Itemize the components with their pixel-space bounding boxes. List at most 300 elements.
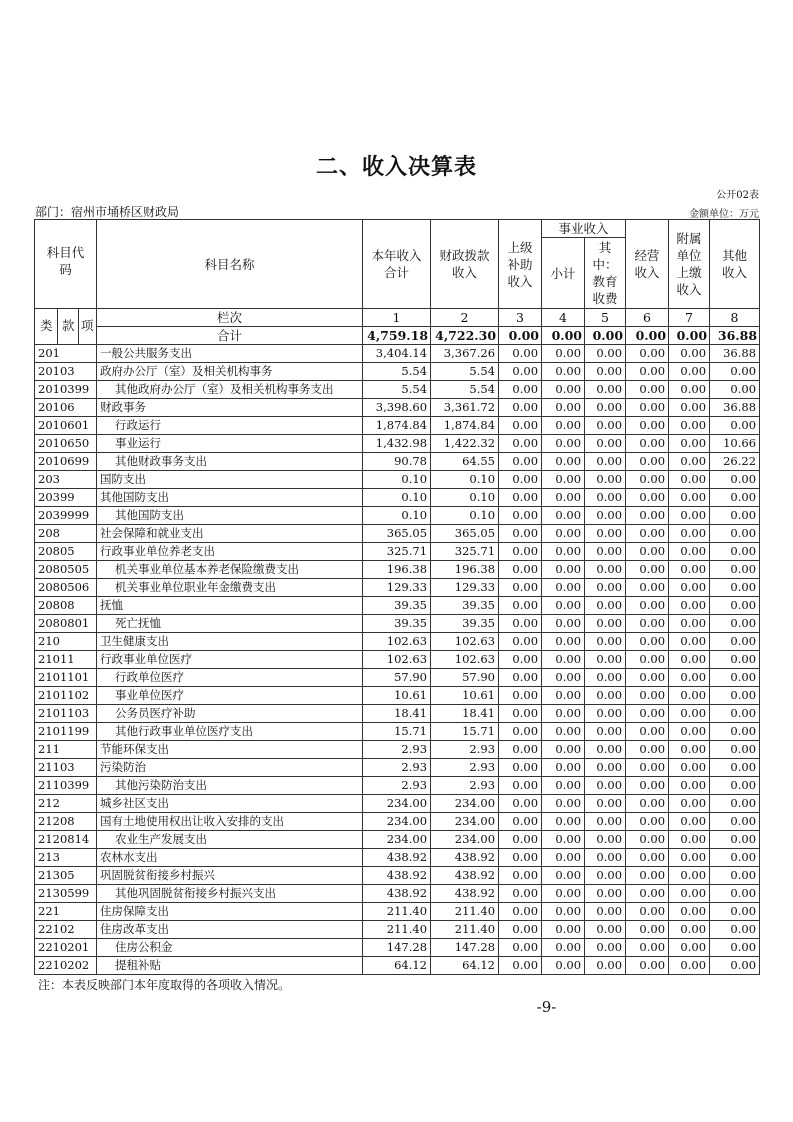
row-value: 0.00: [542, 651, 585, 669]
row-value: 0.00: [499, 489, 542, 507]
row-value: 0.00: [499, 453, 542, 471]
table-row: [35, 885, 760, 903]
table-row: [35, 579, 760, 597]
row-value: 0.00: [710, 507, 760, 525]
row-value: 0.00: [669, 417, 710, 435]
row-value: 0.00: [585, 903, 626, 921]
row-code: 2080801: [35, 615, 97, 633]
row-value: 0.00: [585, 849, 626, 867]
total-value: 0.00: [669, 327, 710, 345]
row-value: 0.00: [585, 651, 626, 669]
row-name: 住房公积金: [97, 939, 363, 957]
row-value: 5.54: [363, 381, 431, 399]
row-code: 2130599: [35, 885, 97, 903]
row-value: 0.00: [585, 435, 626, 453]
row-value: 18.41: [363, 705, 431, 723]
table-row: [35, 489, 760, 507]
row-value: 0.00: [626, 831, 669, 849]
total-value: 36.88: [710, 327, 760, 345]
row-value: 102.63: [431, 633, 499, 651]
row-value: 0.00: [626, 795, 669, 813]
table-row: [35, 399, 760, 417]
row-value: 438.92: [363, 885, 431, 903]
row-value: 0.00: [585, 471, 626, 489]
row-value: 0.00: [542, 615, 585, 633]
row-code: 201: [35, 345, 97, 363]
row-value: 0.00: [585, 795, 626, 813]
row-value: 0.00: [499, 939, 542, 957]
row-name: 其他行政事业单位医疗支出: [97, 723, 363, 741]
col-number: 4: [542, 309, 585, 327]
row-value: 0.00: [542, 885, 585, 903]
row-value: 1,874.84: [363, 417, 431, 435]
row-code: 21011: [35, 651, 97, 669]
row-value: 0.00: [626, 453, 669, 471]
row-value: 64.55: [431, 453, 499, 471]
row-value: 0.00: [626, 399, 669, 417]
row-code: 20399: [35, 489, 97, 507]
row-name: 国防支出: [97, 471, 363, 489]
row-value: 0.00: [499, 597, 542, 615]
row-code: 213: [35, 849, 97, 867]
row-value: 0.00: [710, 417, 760, 435]
row-value: 0.00: [710, 543, 760, 561]
row-code: 2110399: [35, 777, 97, 795]
row-value: 0.00: [669, 759, 710, 777]
row-value: 0.00: [669, 471, 710, 489]
row-name: 其他政府办公厅（室）及相关机构事务支出: [97, 381, 363, 399]
row-value: 0.00: [626, 615, 669, 633]
row-value: 0.00: [499, 525, 542, 543]
row-value: 0.00: [669, 777, 710, 795]
col-number: 8: [710, 309, 760, 327]
row-value: 10.66: [710, 435, 760, 453]
row-value: 0.00: [626, 345, 669, 363]
row-value: 0.00: [585, 579, 626, 597]
row-name: 事业单位医疗: [97, 687, 363, 705]
row-value: 0.00: [669, 345, 710, 363]
row-value: 0.00: [710, 813, 760, 831]
row-value: 0.00: [710, 363, 760, 381]
row-value: 0.00: [626, 561, 669, 579]
row-value: 196.38: [431, 561, 499, 579]
row-value: 26.22: [710, 453, 760, 471]
row-value: 0.00: [585, 885, 626, 903]
row-value: 0.00: [710, 579, 760, 597]
row-value: 0.00: [669, 525, 710, 543]
row-value: 0.00: [710, 759, 760, 777]
row-value: 0.00: [626, 921, 669, 939]
row-value: 0.00: [542, 525, 585, 543]
row-value: 196.38: [363, 561, 431, 579]
table-row: [35, 615, 760, 633]
row-value: 0.00: [542, 597, 585, 615]
row-value: 0.00: [669, 435, 710, 453]
table-row: [35, 903, 760, 921]
row-value: 0.00: [542, 399, 585, 417]
header-lanci: 栏次: [97, 309, 363, 327]
row-value: 0.00: [585, 453, 626, 471]
row-name: 一般公共服务支出: [97, 345, 363, 363]
table-row: [35, 669, 760, 687]
row-value: 0.00: [542, 669, 585, 687]
row-value: 0.00: [585, 939, 626, 957]
row-code: 2010601: [35, 417, 97, 435]
row-value: 0.00: [669, 741, 710, 759]
row-value: 0.00: [542, 363, 585, 381]
table-row: [35, 345, 760, 363]
row-code: 211: [35, 741, 97, 759]
row-name: 其他巩固脱贫衔接乡村振兴支出: [97, 885, 363, 903]
row-value: 0.00: [585, 831, 626, 849]
row-code: 20808: [35, 597, 97, 615]
row-name: 死亡抚恤: [97, 615, 363, 633]
page-title: 二、收入决算表: [315, 155, 477, 180]
row-value: 0.00: [499, 651, 542, 669]
row-name: 农林水支出: [97, 849, 363, 867]
row-value: 0.00: [669, 507, 710, 525]
row-value: 0.00: [542, 417, 585, 435]
header-name: 科目名称: [97, 220, 363, 309]
row-value: 0.00: [710, 525, 760, 543]
header-col2: 财政拨款收入: [431, 220, 499, 309]
row-value: 0.00: [542, 759, 585, 777]
row-value: 10.61: [431, 687, 499, 705]
row-value: 0.00: [626, 651, 669, 669]
row-name: 行政单位医疗: [97, 669, 363, 687]
row-value: 39.35: [431, 615, 499, 633]
table-row: [35, 957, 760, 975]
table-row: [35, 435, 760, 453]
row-value: 0.00: [542, 795, 585, 813]
row-value: 0.00: [626, 633, 669, 651]
row-value: 0.00: [669, 813, 710, 831]
row-value: 0.00: [585, 759, 626, 777]
row-value: 0.00: [499, 849, 542, 867]
row-value: 0.00: [542, 579, 585, 597]
row-value: 0.00: [626, 777, 669, 795]
row-name: 农业生产发展支出: [97, 831, 363, 849]
header-xiang: 项: [79, 309, 97, 345]
row-value: 5.54: [431, 381, 499, 399]
row-value: 0.00: [585, 417, 626, 435]
row-name: 行政运行: [97, 417, 363, 435]
row-name: 住房保障支出: [97, 903, 363, 921]
table-row: [35, 921, 760, 939]
table-row: [35, 795, 760, 813]
row-value: 0.10: [363, 471, 431, 489]
table-note: 注：本表反映部门本年度取得的各项收入情况。: [38, 978, 291, 992]
row-value: 0.00: [626, 525, 669, 543]
row-value: 0.00: [542, 957, 585, 975]
row-name: 机关事业单位基本养老保险缴费支出: [97, 561, 363, 579]
row-value: 0.00: [626, 363, 669, 381]
row-value: 438.92: [431, 885, 499, 903]
row-name: 污染防治: [97, 759, 363, 777]
row-value: 0.00: [542, 381, 585, 399]
department-label: 部门：宿州市埇桥区财政局: [35, 205, 180, 219]
row-value: 64.12: [431, 957, 499, 975]
row-value: 129.33: [431, 579, 499, 597]
row-value: 0.00: [710, 741, 760, 759]
row-value: 90.78: [363, 453, 431, 471]
row-value: 325.71: [363, 543, 431, 561]
row-value: 0.00: [499, 381, 542, 399]
table-row: [35, 849, 760, 867]
row-value: 2.93: [431, 741, 499, 759]
row-value: 0.00: [626, 939, 669, 957]
header-code: 科目代码: [35, 220, 97, 309]
row-value: 0.10: [431, 489, 499, 507]
row-value: 0.00: [669, 831, 710, 849]
row-value: 0.00: [710, 687, 760, 705]
row-value: 1,432.98: [363, 435, 431, 453]
row-value: 0.00: [499, 921, 542, 939]
header-col8: 其他收入: [710, 220, 760, 309]
row-value: 2.93: [363, 741, 431, 759]
row-value: 3,367.26: [431, 345, 499, 363]
row-value: 57.90: [431, 669, 499, 687]
row-code: 221: [35, 903, 97, 921]
row-name: 公务员医疗补助: [97, 705, 363, 723]
row-value: 0.00: [585, 921, 626, 939]
row-value: 0.00: [499, 705, 542, 723]
row-value: 0.00: [710, 903, 760, 921]
row-value: 0.00: [585, 381, 626, 399]
row-value: 0.00: [710, 885, 760, 903]
row-value: 0.00: [542, 813, 585, 831]
row-value: 0.00: [710, 651, 760, 669]
row-value: 39.35: [431, 597, 499, 615]
row-value: 0.00: [499, 543, 542, 561]
row-value: 0.00: [542, 489, 585, 507]
table-row: [35, 525, 760, 543]
row-value: 0.00: [626, 471, 669, 489]
row-value: 3,404.14: [363, 345, 431, 363]
row-code: 2080506: [35, 579, 97, 597]
row-value: 0.00: [710, 831, 760, 849]
row-value: 0.00: [710, 795, 760, 813]
row-value: 0.00: [542, 741, 585, 759]
table-row: [35, 741, 760, 759]
row-value: 0.00: [585, 615, 626, 633]
row-value: 0.00: [542, 507, 585, 525]
total-value: 0.00: [499, 327, 542, 345]
row-value: 365.05: [431, 525, 499, 543]
row-name: 国有土地使用权出让收入安排的支出: [97, 813, 363, 831]
col-number: 1: [363, 309, 431, 327]
row-value: 0.00: [669, 633, 710, 651]
row-value: 10.61: [363, 687, 431, 705]
table-row: [35, 723, 760, 741]
row-value: 0.00: [585, 741, 626, 759]
row-code: 2101102: [35, 687, 97, 705]
header-row-3: [35, 309, 760, 327]
row-value: 0.00: [499, 633, 542, 651]
row-value: 18.41: [431, 705, 499, 723]
col-number: 5: [585, 309, 626, 327]
row-value: 0.10: [363, 507, 431, 525]
row-value: 0.00: [499, 723, 542, 741]
row-value: 3,398.60: [363, 399, 431, 417]
row-value: 0.00: [710, 597, 760, 615]
row-code: 21103: [35, 759, 97, 777]
table-row: [35, 867, 760, 885]
row-name: 财政事务: [97, 399, 363, 417]
row-name: 节能环保支出: [97, 741, 363, 759]
row-value: 0.00: [585, 633, 626, 651]
header-lei: 类: [35, 309, 58, 345]
row-code: 20106: [35, 399, 97, 417]
row-value: 0.00: [669, 867, 710, 885]
row-value: 0.00: [585, 399, 626, 417]
row-value: 147.28: [431, 939, 499, 957]
row-value: 0.00: [626, 687, 669, 705]
table-row: [35, 633, 760, 651]
row-value: 0.00: [626, 669, 669, 687]
row-value: 1,874.84: [431, 417, 499, 435]
unit-label: 金额单位：万元: [689, 209, 759, 220]
row-value: 0.00: [542, 831, 585, 849]
row-value: 0.00: [669, 363, 710, 381]
row-value: 0.00: [669, 939, 710, 957]
row-value: 0.00: [499, 759, 542, 777]
row-code: 2080505: [35, 561, 97, 579]
row-value: 0.00: [585, 543, 626, 561]
row-value: 0.00: [542, 939, 585, 957]
row-value: 0.00: [542, 687, 585, 705]
row-value: 438.92: [363, 849, 431, 867]
row-value: 211.40: [431, 921, 499, 939]
row-value: 211.40: [363, 903, 431, 921]
col-number: 3: [499, 309, 542, 327]
row-code: 20103: [35, 363, 97, 381]
row-code: 2210202: [35, 957, 97, 975]
row-code: 2039999: [35, 507, 97, 525]
row-value: 0.00: [499, 615, 542, 633]
row-value: 2.93: [431, 759, 499, 777]
table-row: [35, 561, 760, 579]
row-value: 0.00: [669, 489, 710, 507]
row-name: 住房改革支出: [97, 921, 363, 939]
row-value: 0.00: [499, 687, 542, 705]
row-value: 0.00: [585, 489, 626, 507]
header-col4: 小计: [542, 238, 585, 309]
table-row: [35, 453, 760, 471]
table-row: [35, 507, 760, 525]
row-value: 0.00: [499, 903, 542, 921]
row-value: 0.00: [669, 543, 710, 561]
row-code: 208: [35, 525, 97, 543]
row-value: 0.10: [363, 489, 431, 507]
row-value: 0.00: [499, 417, 542, 435]
total-value: 0.00: [626, 327, 669, 345]
row-value: 0.00: [669, 957, 710, 975]
row-value: 102.63: [363, 651, 431, 669]
row-value: 0.00: [585, 957, 626, 975]
row-value: 0.00: [499, 867, 542, 885]
row-code: 2010699: [35, 453, 97, 471]
row-value: 39.35: [363, 597, 431, 615]
row-value: 0.00: [710, 939, 760, 957]
row-value: 0.00: [585, 867, 626, 885]
row-value: 0.00: [626, 435, 669, 453]
header-row-1: [35, 220, 760, 238]
row-value: 0.00: [542, 723, 585, 741]
row-value: 0.00: [499, 435, 542, 453]
row-name: 卫生健康支出: [97, 633, 363, 651]
row-name: 提租补贴: [97, 957, 363, 975]
row-value: 0.00: [626, 597, 669, 615]
row-value: 0.00: [542, 561, 585, 579]
row-name: 政府办公厅（室）及相关机构事务: [97, 363, 363, 381]
row-value: 0.00: [542, 777, 585, 795]
row-value: 0.00: [710, 633, 760, 651]
row-value: 438.92: [363, 867, 431, 885]
table-row: [35, 543, 760, 561]
row-value: 15.71: [363, 723, 431, 741]
row-code: 212: [35, 795, 97, 813]
row-value: 2.93: [431, 777, 499, 795]
row-value: 234.00: [431, 813, 499, 831]
row-value: 2.93: [363, 777, 431, 795]
row-value: 0.00: [626, 849, 669, 867]
row-value: 0.00: [710, 849, 760, 867]
row-value: 234.00: [431, 831, 499, 849]
header-col5: 其中：教育收费: [585, 238, 626, 309]
row-code: 2101101: [35, 669, 97, 687]
row-value: 0.00: [499, 399, 542, 417]
row-value: 0.00: [710, 777, 760, 795]
row-value: 0.00: [542, 633, 585, 651]
row-value: 0.00: [499, 795, 542, 813]
row-value: 0.00: [626, 885, 669, 903]
row-value: 0.00: [585, 705, 626, 723]
row-value: 0.00: [710, 723, 760, 741]
row-value: 0.00: [626, 417, 669, 435]
table-row: [35, 687, 760, 705]
row-value: 0.00: [585, 507, 626, 525]
row-name: 巩固脱贫衔接乡村振兴: [97, 867, 363, 885]
row-value: 129.33: [363, 579, 431, 597]
row-value: 0.00: [626, 723, 669, 741]
total-value: 0.00: [542, 327, 585, 345]
row-value: 0.00: [669, 381, 710, 399]
row-value: 0.00: [585, 813, 626, 831]
row-value: 102.63: [363, 633, 431, 651]
row-value: 0.00: [499, 507, 542, 525]
row-value: 0.00: [669, 399, 710, 417]
header-col7: 附属单位上缴收入: [669, 220, 710, 309]
row-value: 0.00: [585, 687, 626, 705]
row-value: 0.00: [710, 867, 760, 885]
row-value: 0.00: [710, 957, 760, 975]
row-value: 0.00: [499, 345, 542, 363]
row-name: 其他国防支出: [97, 489, 363, 507]
col-number: 2: [431, 309, 499, 327]
row-value: 0.00: [542, 867, 585, 885]
row-value: 0.00: [499, 831, 542, 849]
row-value: 0.00: [669, 849, 710, 867]
row-value: 0.00: [710, 705, 760, 723]
row-code: 2101103: [35, 705, 97, 723]
row-value: 0.00: [499, 363, 542, 381]
row-value: 365.05: [363, 525, 431, 543]
row-code: 2210201: [35, 939, 97, 957]
row-value: 39.35: [363, 615, 431, 633]
row-value: 0.00: [499, 957, 542, 975]
total-row: [35, 327, 760, 345]
